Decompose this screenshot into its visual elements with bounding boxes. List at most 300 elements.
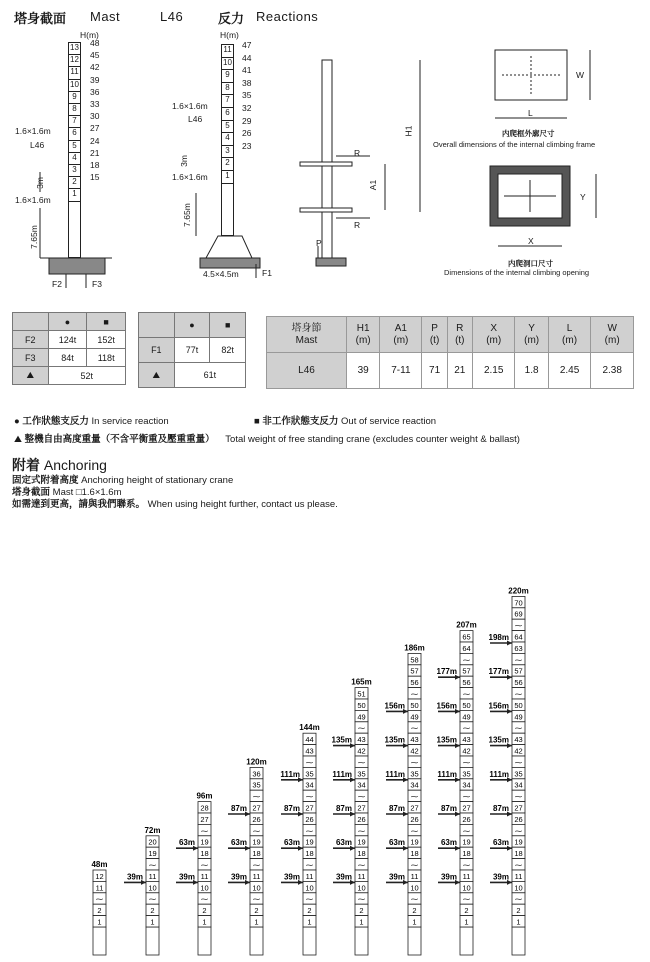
in-service-icon: ● [174, 313, 210, 338]
section-number: 43 [514, 735, 523, 745]
table-cell: 7-11 [380, 353, 422, 389]
height-label: 30 [90, 111, 100, 122]
section-number: 57 [462, 666, 471, 676]
section-number: ⁓ [514, 689, 523, 699]
tower-base [303, 927, 316, 955]
section-number: 19 [357, 837, 366, 847]
section-number: ⁓ [514, 757, 523, 767]
section-number: 18 [305, 849, 314, 859]
mast-section: 5 [221, 120, 234, 134]
section-number: 18 [357, 849, 366, 859]
section-number: 11 [95, 883, 104, 893]
section-number: 2 [202, 906, 207, 916]
section-number: 35 [305, 769, 314, 779]
section-number: 10 [148, 883, 157, 893]
section-number: 56 [410, 678, 419, 688]
section-number: 49 [357, 712, 366, 722]
section-number: ⁓ [410, 689, 419, 699]
section-number: 57 [410, 666, 419, 676]
section-number: 27 [514, 803, 523, 813]
anchor-height-label: 63m [388, 838, 405, 848]
height-label: 41 [242, 65, 252, 76]
mast-section: 8 [68, 103, 81, 116]
opening-x-label: X [528, 236, 534, 246]
total-weight-icon: ⛰ [14, 434, 22, 445]
section-size-low-label: 1.6×1.6m [172, 172, 208, 182]
f3-label: F3 [92, 279, 102, 289]
anchor-height-label: 63m [492, 838, 509, 848]
foot-size-label: 4.5×4.5m [203, 269, 239, 279]
section-number: ⁓ [514, 621, 523, 631]
section-number: 49 [514, 712, 523, 722]
section-number: ⁓ [200, 894, 209, 904]
anchoring-line2: 塔身截面 Mast □1.6×1.6m [12, 487, 122, 498]
mast-section: 3 [68, 164, 81, 177]
section-number: 1 [150, 917, 155, 927]
tower-height-label: 165m [351, 677, 372, 687]
section-number: 2 [359, 906, 364, 916]
table-cell: L46 [267, 353, 347, 389]
tower-base [355, 927, 368, 955]
anchor-height-label: 87m [440, 804, 457, 813]
anchor-height-label: 87m [388, 804, 405, 813]
tower-height-label: 48m [91, 860, 108, 869]
section-number: 19 [148, 849, 157, 859]
section-number: 65 [462, 632, 471, 642]
out-of-service-icon: ■ [254, 416, 260, 427]
height-label: 42 [90, 62, 100, 73]
section-number: 11 [148, 871, 157, 881]
lower-climbing-frame [300, 208, 352, 212]
reactions-title-en: Reactions [256, 9, 319, 24]
section-number: ⁓ [252, 860, 261, 870]
h-label: H(m) [220, 30, 239, 40]
section-number: 19 [410, 837, 419, 847]
table-cell: 2.45 [548, 353, 591, 389]
section-number: 28 [200, 803, 209, 813]
anchor-height-label: 135m [436, 735, 457, 745]
anchoring-title: 附着 Anchoring [12, 457, 107, 473]
tower-height-label: 120m [246, 757, 267, 767]
mast-section: 10 [68, 79, 81, 92]
r-top-label: R [354, 148, 361, 158]
section-number: ⁓ [357, 894, 366, 904]
section-number: 44 [305, 735, 314, 745]
section-number: 26 [462, 814, 471, 824]
section-number: ⁓ [305, 894, 314, 904]
opening-y-label: Y [580, 192, 586, 202]
section-number: 2 [254, 906, 259, 916]
section-number: ⁓ [95, 894, 104, 904]
h-label: H(m) [80, 30, 99, 40]
anchor-height-label: 39m [230, 872, 247, 882]
section-number: 35 [462, 769, 471, 779]
section-number: 10 [200, 883, 209, 893]
mast-section: 7 [68, 115, 81, 128]
mast-title-cn: 塔身截面 [14, 11, 67, 26]
column-header: Y (m) [515, 317, 548, 353]
section-number: 42 [410, 746, 419, 756]
model-title: L46 [160, 9, 184, 24]
section-number: 70 [514, 598, 523, 608]
tower-height-label: 144m [299, 723, 320, 733]
section-number: 1 [202, 917, 207, 927]
anchor-height-label: 39m [492, 872, 509, 882]
mast-section: 4 [221, 132, 234, 146]
anchor-height-label: 111m [489, 769, 509, 779]
height-label: 26 [242, 128, 252, 139]
tower-base [460, 927, 473, 955]
anchor-height-label: 111m [385, 769, 405, 779]
section-number: 10 [514, 883, 523, 893]
f1-table [138, 312, 246, 388]
section-number: ⁓ [462, 826, 471, 836]
section-number: ⁓ [252, 792, 261, 802]
section-number: 18 [252, 849, 261, 859]
mast-section: 2 [68, 176, 81, 189]
section-number: 27 [252, 803, 261, 813]
section-number: ⁓ [305, 826, 314, 836]
section-number: 1 [307, 917, 312, 927]
tower-base [146, 927, 159, 955]
mast-section: 7 [221, 94, 234, 108]
anchor-height-label: 177m [436, 667, 457, 677]
section-number: ⁓ [410, 826, 419, 836]
section-number: 34 [462, 780, 471, 790]
mast-section: 12 [68, 54, 81, 67]
reaction-drawings [0, 0, 650, 300]
anchor-height-label: 135m [384, 735, 405, 745]
f2-label: F2 [52, 279, 62, 289]
section-number: 11 [462, 871, 471, 881]
section-number: 10 [410, 883, 419, 893]
section-number: ⁓ [410, 792, 419, 802]
mast-section: 13 [68, 42, 81, 55]
tower-base [93, 927, 106, 955]
section-number: 26 [514, 814, 523, 824]
base-height-label: 7.65m [181, 203, 192, 227]
section-number: 43 [357, 735, 366, 745]
height-label: 45 [90, 50, 100, 61]
section-number: ⁓ [305, 757, 314, 767]
column-header: H1 (m) [347, 317, 380, 353]
height-label: 39 [90, 74, 100, 85]
mast-section: 1 [68, 188, 81, 201]
section-number: ⁓ [410, 757, 419, 767]
section-number: ⁓ [462, 894, 471, 904]
frame-l-label: L [528, 108, 533, 118]
section-number: 63 [514, 643, 523, 653]
anchor-height-label: 39m [388, 872, 405, 882]
tower-base [198, 927, 211, 955]
section-number: 10 [462, 883, 471, 893]
reactions-table [266, 316, 634, 389]
total-weight-icon: ⛰ [13, 367, 49, 385]
f2-f3-table [12, 312, 126, 385]
anchor-height-label: 198m [488, 633, 509, 642]
anchoring-diagram [0, 500, 650, 962]
a1-label: A1 [368, 179, 379, 191]
section-number: ⁓ [200, 860, 209, 870]
anchor-height-label: 135m [331, 735, 352, 745]
section-number: ⁓ [514, 894, 523, 904]
section-number: 12 [95, 871, 104, 881]
section-number: ⁓ [410, 894, 419, 904]
anchor-height-label: 63m [178, 838, 195, 848]
anchor-height-label: 39m [178, 872, 195, 882]
section-number: 58 [410, 655, 419, 665]
section-number: ⁓ [410, 723, 419, 733]
legend-in-service: ● 工作狀態支反力 In service reaction [14, 416, 169, 427]
section-number: ⁓ [462, 723, 471, 733]
mast-title-en: Mast [90, 9, 121, 24]
section-number: 34 [305, 780, 314, 790]
section-number: ⁓ [357, 792, 366, 802]
table-row: ⛰ 61t [139, 363, 246, 388]
column-header: P (t) [422, 317, 447, 353]
anchor-height-label: 156m [436, 701, 457, 711]
section-number: 2 [464, 906, 469, 916]
section-number: ⁓ [357, 860, 366, 870]
mid-foundation [200, 258, 260, 268]
anchor-height-label: 63m [440, 838, 457, 848]
table-cell: 2.15 [472, 353, 515, 389]
section-number: 1 [464, 917, 469, 927]
table-cell: 39 [347, 353, 380, 389]
tower-height-label: 72m [144, 825, 161, 835]
tower-height-label: 186m [404, 643, 425, 653]
height-label: 32 [242, 103, 252, 113]
section-number: 11 [514, 871, 523, 881]
section-number: ⁓ [514, 655, 523, 665]
section-number: 18 [514, 849, 523, 859]
tower-height-label: 96m [196, 791, 213, 801]
legend-out-service: ■ 非工作狀態支反力 Out of service reaction [254, 416, 437, 427]
three-m-label: 3m [34, 177, 45, 189]
anchor-height-label: 111m [437, 769, 457, 779]
section-number: 10 [252, 883, 261, 893]
anchor-height-label: 63m [335, 838, 352, 848]
section-number: 50 [514, 700, 523, 710]
anchor-height-label: 87m [283, 804, 300, 813]
height-label: 48 [90, 38, 100, 48]
section-number: 26 [357, 814, 366, 824]
section-number: ⁓ [305, 860, 314, 870]
three-m-label: 3m [178, 155, 189, 167]
column-header: A1 (m) [380, 317, 422, 353]
tower-height-label: 220m [508, 586, 529, 596]
section-number: 27 [357, 803, 366, 813]
section-number: 2 [307, 906, 312, 916]
height-label: 21 [90, 147, 100, 158]
section-number: ⁓ [410, 860, 419, 870]
section-number: 51 [357, 689, 366, 699]
section-number: ⁓ [514, 826, 523, 836]
section-number: 50 [357, 700, 366, 710]
table-cell: 21 [447, 353, 472, 389]
mast-section: 9 [221, 69, 234, 83]
mast-section: 6 [68, 127, 81, 140]
section-number: 35 [514, 769, 523, 779]
section-number: 2 [97, 906, 102, 916]
section-number: 1 [516, 917, 521, 927]
section-number: ⁓ [148, 860, 157, 870]
mast-section: 10 [221, 57, 234, 71]
section-number: 18 [200, 849, 209, 859]
section-number: ⁓ [252, 826, 261, 836]
section-number: ⁓ [200, 826, 209, 836]
mast-section: 4 [68, 152, 81, 165]
height-label: 38 [242, 77, 252, 88]
column-header: 塔身節 Mast [267, 317, 347, 353]
height-label: 23 [242, 140, 252, 151]
frame-w-label: W [576, 70, 585, 80]
section-number: 34 [514, 780, 523, 790]
section-number: 42 [357, 746, 366, 756]
section-number: 64 [462, 643, 471, 653]
in-service-icon: ● [14, 416, 20, 427]
model-label: L46 [30, 140, 45, 150]
tower-base [250, 927, 263, 955]
anchor-height-label: 177m [488, 667, 509, 677]
anchor-height-label: 87m [335, 804, 352, 813]
mast-section: 11 [221, 44, 234, 58]
height-label: 33 [90, 99, 100, 109]
model-label: L46 [188, 114, 203, 124]
anchor-height-label: 111m [332, 769, 352, 779]
section-number: 36 [252, 769, 261, 779]
section-number: 69 [514, 609, 523, 619]
anchoring-line1: 固定式附着高度 Anchoring height of stationary crane [12, 475, 234, 486]
section-number: 26 [410, 814, 419, 824]
section-number: ⁓ [462, 792, 471, 802]
section-number: 49 [462, 712, 471, 722]
p-label: P [316, 238, 322, 248]
section-number: 1 [412, 917, 417, 927]
section-number: ⁓ [514, 860, 523, 870]
anchor-height-label: 39m [283, 872, 300, 882]
anchor-height-label: 63m [283, 838, 300, 848]
frame-caption-en: Overall dimensions of the internal climbing frame [433, 140, 596, 149]
column-header: X (m) [472, 317, 515, 353]
section-number: 27 [410, 803, 419, 813]
reactions-title-cn: 反力 [218, 11, 245, 26]
anchor-height-label: 87m [492, 804, 509, 813]
section-number: 43 [410, 735, 419, 745]
climbing-mast [322, 60, 332, 260]
anchor-height-label: 63m [230, 838, 247, 848]
section-number: ⁓ [462, 757, 471, 767]
tower-base [512, 927, 525, 955]
section-number: 50 [462, 700, 471, 710]
height-label: 18 [90, 160, 100, 170]
section-number: 18 [462, 849, 471, 859]
tower-base [408, 927, 421, 955]
section-number: 19 [252, 837, 261, 847]
upper-climbing-frame [300, 162, 352, 166]
mast-section: 5 [68, 140, 81, 153]
section-number: 43 [462, 735, 471, 745]
column-header: W (m) [591, 317, 634, 353]
anchor-height-label: 39m [335, 872, 352, 882]
frame-caption-cn: 内爬框外廓尺寸 [502, 129, 555, 138]
section-number: 18 [410, 849, 419, 859]
section-number: ⁓ [305, 792, 314, 802]
section-number: 27 [462, 803, 471, 813]
anchor-height-label: 135m [488, 735, 509, 745]
mid-base-pedestal [206, 236, 252, 258]
mast-section: 8 [221, 82, 234, 96]
left-foundation [49, 258, 105, 274]
opening-caption-en: Dimensions of the internal climbing opening [444, 268, 590, 277]
base-height-label: 7.65m [28, 225, 39, 249]
mast-section: 3 [221, 145, 234, 159]
section-number: 2 [516, 906, 521, 916]
section-number: ⁓ [462, 689, 471, 699]
section-number: 27 [305, 803, 314, 813]
section-number: ⁓ [357, 723, 366, 733]
section-number: 35 [252, 780, 261, 790]
out-of-service-icon: ■ [87, 313, 126, 331]
anchor-height-label: 156m [384, 701, 405, 711]
section-number: 10 [305, 883, 314, 893]
column-header: R (t) [447, 317, 472, 353]
section-number: 56 [514, 678, 523, 688]
anchor-height-label: 39m [126, 872, 143, 882]
legend-weight: ⛰ 整機自由高度重量（不含平衡重及壓重重量） Total weight of free standing crane (excludes counter weight & ballast) [14, 434, 520, 445]
section-number: 26 [305, 814, 314, 824]
section-number: 43 [305, 746, 314, 756]
table-row: F1 77t 82t [139, 338, 246, 363]
height-label: 24 [90, 135, 100, 146]
section-number: 19 [200, 837, 209, 847]
table-row: F2 124t 152t [13, 331, 126, 349]
anchor-height-label: 39m [440, 872, 457, 882]
table-row: F3 84t 118t [13, 349, 126, 367]
section-number: 2 [412, 906, 417, 916]
table-cell: 71 [422, 353, 447, 389]
section-size-label: 1.6×1.6m [172, 101, 208, 111]
height-label: 35 [242, 90, 252, 101]
section-number: ⁓ [462, 860, 471, 870]
section-number: ⁓ [252, 894, 261, 904]
total-weight-icon: ⛰ [139, 363, 175, 388]
section-number: ⁓ [462, 655, 471, 665]
column-header: L (m) [548, 317, 591, 353]
section-number: 11 [410, 871, 419, 881]
h1-label: H1 [403, 125, 414, 137]
section-number: 26 [252, 814, 261, 824]
section-size-label: 1.6×1.6m [15, 126, 51, 136]
section-number: 19 [514, 837, 523, 847]
section-number: 42 [462, 746, 471, 756]
section-number: ⁓ [357, 757, 366, 767]
section-number: 10 [357, 883, 366, 893]
section-number: 11 [305, 871, 314, 881]
anchor-height-label: 87m [230, 804, 247, 813]
section-number: 2 [150, 906, 155, 916]
opening-caption-cn: 内爬洞口尺寸 [508, 259, 553, 268]
section-number: 1 [359, 917, 364, 927]
height-label: 47 [242, 40, 252, 50]
table-cell: 2.38 [591, 353, 634, 389]
section-number: ⁓ [148, 894, 157, 904]
mast-section: 6 [221, 107, 234, 121]
section-number: 11 [200, 871, 209, 881]
section-number: 11 [252, 871, 261, 881]
height-label: 44 [242, 52, 252, 63]
section-number: 35 [357, 769, 366, 779]
